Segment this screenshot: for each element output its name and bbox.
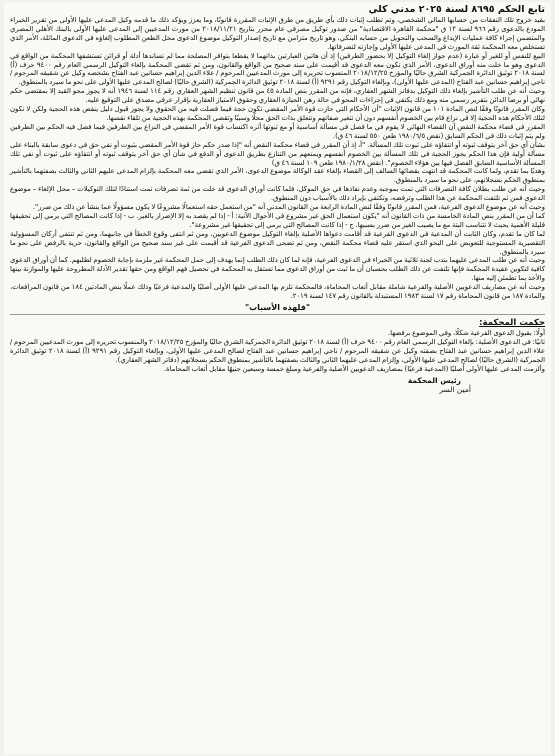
case-header bbox=[4, 2, 551, 16]
paragraph: بشأن أي حق آخر يتوقف ثبوته أو انتفاؤه على ثبوت تلك المسألة. "أ، إذ أن المقرر في قضاء محكمة النقض أنه "إذا صدر حكم حاز قوة الأمر المقضي بثبوت أو نفي حق في دعوى سابقة بالبناء على مسألة أولية فإن هذا الحكم يحوز الحجية في تلك المسألة بين الخصوم أنفسهم ويمنعهم من التنازع بطريق الدعوى أو الدفع في شأن أي حق آخر يتوقف ثبوته أو انتفاؤه على ثبوت أو نفي تلك المسألة الأساسية السابق الفصل فيها بين هؤلاء الخصوم". (نقض ١٩٨٠/١/٢٨ طعن ١٠٩ لسنة ٤٦ ق) bbox=[10, 140, 545, 167]
signature-row-secretary bbox=[4, 385, 551, 394]
signature-row bbox=[4, 374, 551, 385]
court-president-signature: رئيس المحكمة bbox=[407, 375, 461, 385]
paragraph: وحيث أنه عن طلب المدعى عليهما بندب لجنة ثلاثية من الخبراء في الدعوى الفرعية، فإنه لما كان ذلك الطلب إنما يهدف إلى حمل المحكمة غير ملزمة بإجابة الخصوم لطلبهم. كما أن أوراق الدعوى كافية لتكوين عقيدة المحكمة فإنها تلتفت عن ذلك الطلب بحسبان أن ما ثبت من أوراق الدعوى مما تستقل به المحكمة في تحصيل فهم الواقع ومن حقها تقدير الأدلة المطروحة عليها والموازنة بينها والأخذ بما تطمئن إليه منها. bbox=[10, 256, 545, 283]
court-secretary-signature: أمين السر bbox=[439, 384, 471, 394]
paragraph: وهديًا بما تقدم، ولما كانت المحكمة قد انتهت بقضائها السالف إلى القضاء بإلغاء عقد الوكالة موضوع الدعوى، الأمر الذي تقضي معه المحكمة بإلزام المدعى عليهم الثاني والثالث بصفتهما بالتأشير بمنطوق الحكم بسجلاتهم، على نحو ما سيرد بالمنطوق. bbox=[10, 167, 545, 185]
case-number: تابع الحكم ٨٦٩٥ لسنة ٢٠٢٥ مدني كلي bbox=[368, 4, 545, 15]
paragraph: بقيد خروج تلك النفقات من حسابها المالي الشخصي، وتم تطلب إثبات ذلك بأي طريق من طرق الإثبات المقررة قانونًا، وما يعزز ويؤكد ذلك ما قدمه وكيل المدعى عليها الأولى من تقرير الخبراء المودع بالدعوى رقم ٩٦٦ لسنة ١٢ ق "محكمة القاهرة الاقتصادية" من صدور توكيل مصرفي عام محرر بتاريخ ٢٠١٨/١١/٢١ من مورث المدعيين إلى المدعى عليها الأولى بالبنك الأهلي المصري والمتضمن إجراء كافة عمليات الإيداع والسحب والتحويل من حسابه البنكي، وهو تاريخ متزامن مع تاريخ إصدار التوكيل موضوع الدعوى محل الطعن المطلوب إلغاؤه في الدعوى الماثلة، الأمر الذي تستخلص معه المحكمة ثقة المورث في المدعى عليها الأولى وإجازته لتصرفاتها. bbox=[10, 16, 545, 51]
paragraph: المقرر في قضاء محكمة النقض أن القضاء النهائي لا يقوم في ما فصل في مسألة أساسية أو مع ثبوتها أثره اكتساب قوة الأمر المقضي في النزاع بين الطرفين فيما فصل فيه الحكم بين الطرفين ولم يتم إثبات ذلك في الحكم السابق (نقض ١٩٨٠/٦/٥ طعن ٥٥٠ لسنة ٤٦ ق). bbox=[10, 122, 545, 140]
reasons-title: "فلهذه الأسباب" bbox=[244, 303, 311, 312]
verdict-item: وألزمت المدعى عليها الأولى أصليًا (المدعية فرعيًا) بمصاريف الدعويين الأصلية والفرعية ومبلغ خمسة وسبعين جنيهًا مقابل أتعاب المحاماة. bbox=[163, 364, 545, 373]
court-ruling-title: حكمت المحكمة: bbox=[479, 318, 545, 328]
paragraph: وكان المقرر قانونًا وفقًا لنص المادة ١٠١ من قانون الإثبات "أن الأحكام التي حازت قوة الأمر المقضي تكون حجة فيما فصلت فيه من الحقوق ولا يجوز قبول دليل ينقض هذه الحجية ولكن لا تكون لتلك الأحكام هذه الحجية إلا في نزاع قام بين الخصوم أنفسهم دون أن تتغير صفاتهم وتتعلق بذات الحق محلًا وسببًا وتقضي المحكمة بهذه الحجية من تلقاء نفسها. bbox=[10, 105, 545, 122]
paragraph: لما كان ما تقدم، وكان الثابت أن المدعية في الدعوى الفرعية قد أقامت دعواها الأصلية بإلغاء التوكيل موضوع الدعويين، ومن ثم انتفى وقوع الخطأ في جانبهما، ومن ثم تنتفي أركان المسؤولية التقصيرية المستوجبة للتعويض على النحو الذي استقر عليه قضاء محكمة النقض، ومن ثم تضحى الدعوى الفرعية قد أقيمت على غير سند صحيح من الواقع والقانون، حرية بالرفض على نحو ما سيرد بالمنطوق. bbox=[10, 229, 545, 256]
judgment-body bbox=[4, 16, 551, 301]
paragraph: البيع للنفس أو للغير أو عبارة (عدم جواز إلغاء التوكيل إلا بحضور الطرفين) إذ أن هاتين العبارتين بذاتهما لا يقطعا بتوافر المصلحة مما لم تساندها أدلة أو قرائن تستشفها المحكمة من الواقع في الدعوى وهو ما خلت منه أوراق الدعوى، الأمر الذي تكون معه الدعوى قد أقيمت على سند صحيح من الواقع والقانون، ومن ثم تقضي المحكمة بإلغاء التوكيل الرسمي العام رقم ٩٤٠٠ حرف (أ) لسنة ٢٠١٨ توثيق الدائرة الجمركية الشرق حاليًا والمؤرخ ٢٠١٨/١٢/٢٥ المنسوب تحريره إلى مورث المدعيين المرحوم / علاء الدين إبراهيم حسانين عبد الفتاح بشخصه وكيل عن شقيقه المرحوم / ناجي إبراهيم حسانين عبد الفتاح (المدعى عليها الأولى)، وبإلغاء التوكيل رقم ٩٢٩١ (أ) لسنة ٢٠١٨ توثيق الدائرة الجمركية (الشرق حاليًا) لصالح المدعى عليها الأولى على نحو ما سيرد بالمنطوق. bbox=[10, 51, 545, 87]
verdict-item: أولًا: بقبول الدعوى الفرعية شكلًا، وفي الموضوع برفضها. bbox=[387, 329, 545, 337]
verdict-item: ثانيًا: في الدعوى الأصلية: بإلغاء التوكيل الرسمي العام رقم ٩٤٠٠ حرف (أ) لسنة ٢٠١٨ توثيق الدائرة الجمركية الشرق حاليًا والمؤرخ ٢٠١٨/١٢/٢٥ والمنسوب تحريره إلى مورث المدعيين المرحوم / علاء الدين إبراهيم حسانين عبد الفتاح بصفته وكيل عن شقيقه المرحوم / ناجي إبراهيم حسانين عبد الفتاح لصالح المدعى عليها الأولى، وبإلغاء التوكيل رقم ٩٢٩١ (أ) لسنة ٢٠١٨ توثيق الدائرة الجمركية (الشرق حاليًا) لصالح المدعى عليها الأولى، وإلزام المدعى عليهما الثاني والثالث بصفتهما بالتأشير بمنطوق الحكم بسجلاتهم (دفاتر الشهر العقاري). bbox=[10, 337, 545, 364]
paragraph: كما أن من المقرر بنص المادة الخامسة من ذات القانون أنه "يكون استعمال الحق غير مشروع في الأحوال الآتية: أ - إذا لم يقصد به إلا الإضرار بالغير. ب - إذا كانت المصالح التي يرمي إلى تحقيقها قليلة الأهمية بحيث لا تتناسب البتة مع ما يصيب الغير من ضرر بسببها. ج - إذا كانت المصالح التي يرمي إلى تحقيقها غير مشروعة". bbox=[10, 211, 545, 229]
judgment-page bbox=[4, 2, 551, 754]
paragraph: وحيث أنه عن طلب بطلان كافة التصرفات التي تمت بموجبه وعدم نفاذها في حق الموكل، فلما كانت أوراق الدعوى قد خلت من ثمة تصرفات تمت استنادًا لتلك التوكيلات – محل الإلغاء – موضوع الدعوى فمن ثم تلتفت المحكمة عن هذا الطلب وترفضه، وتكتفي بإيراد ذلك بالأسباب دون المنطوق. bbox=[10, 185, 545, 203]
divider bbox=[10, 314, 545, 315]
paragraph: وحيث أنه عن موضوع الدعوى الفرعية، فمن المقرر قانونًا وفقًا لنص المادة الرابعة من القانون المدني أنه "من استعمل حقه استعمالًا مشروعًا لا يكون مسؤولًا عما ينشأ عن ذلك من ضرر". bbox=[32, 203, 545, 212]
paragraph: وحيث أنه عن مصاريف الدعويين الأصلية والفرعية شاملة مقابل أتعاب المحاماة، فالمحكمة تلزم بها المدعى عليها الأولى أصليًا والمدعية فرعيًا وذلك عملًا بنص المادتين ١٨٤ من قانون المرافعات، والمادة ١٨٧ من قانون المحاماة رقم ١٧ لسنة ١٩٨٣ المستبدلة بالقانون رقم ١٤٧ لسنة ٢٠١٩. bbox=[10, 283, 545, 301]
paragraph: وحيث أنه عن طلب التأشير بإلغاء ذلك التوكيل بدفاتر الشهر العقاري، فإنه من المقرر بنص المادة ٤٥ من قانون تنظيم الشهر العقاري رقم ١١٤ لسنة ١٩٤٦ أنه لا يجوز محو القيد إلا بمقتضى حكم نهائي أو برضا الدائن بتقرير رسمي منه ومع ذلك يكتفي في إجراءات المحو في حالة رهن الحيازة العقاري وحقوق الامتياز العقارية بإقرار عرفي مصدق على التوقيع عليه. bbox=[10, 87, 545, 105]
